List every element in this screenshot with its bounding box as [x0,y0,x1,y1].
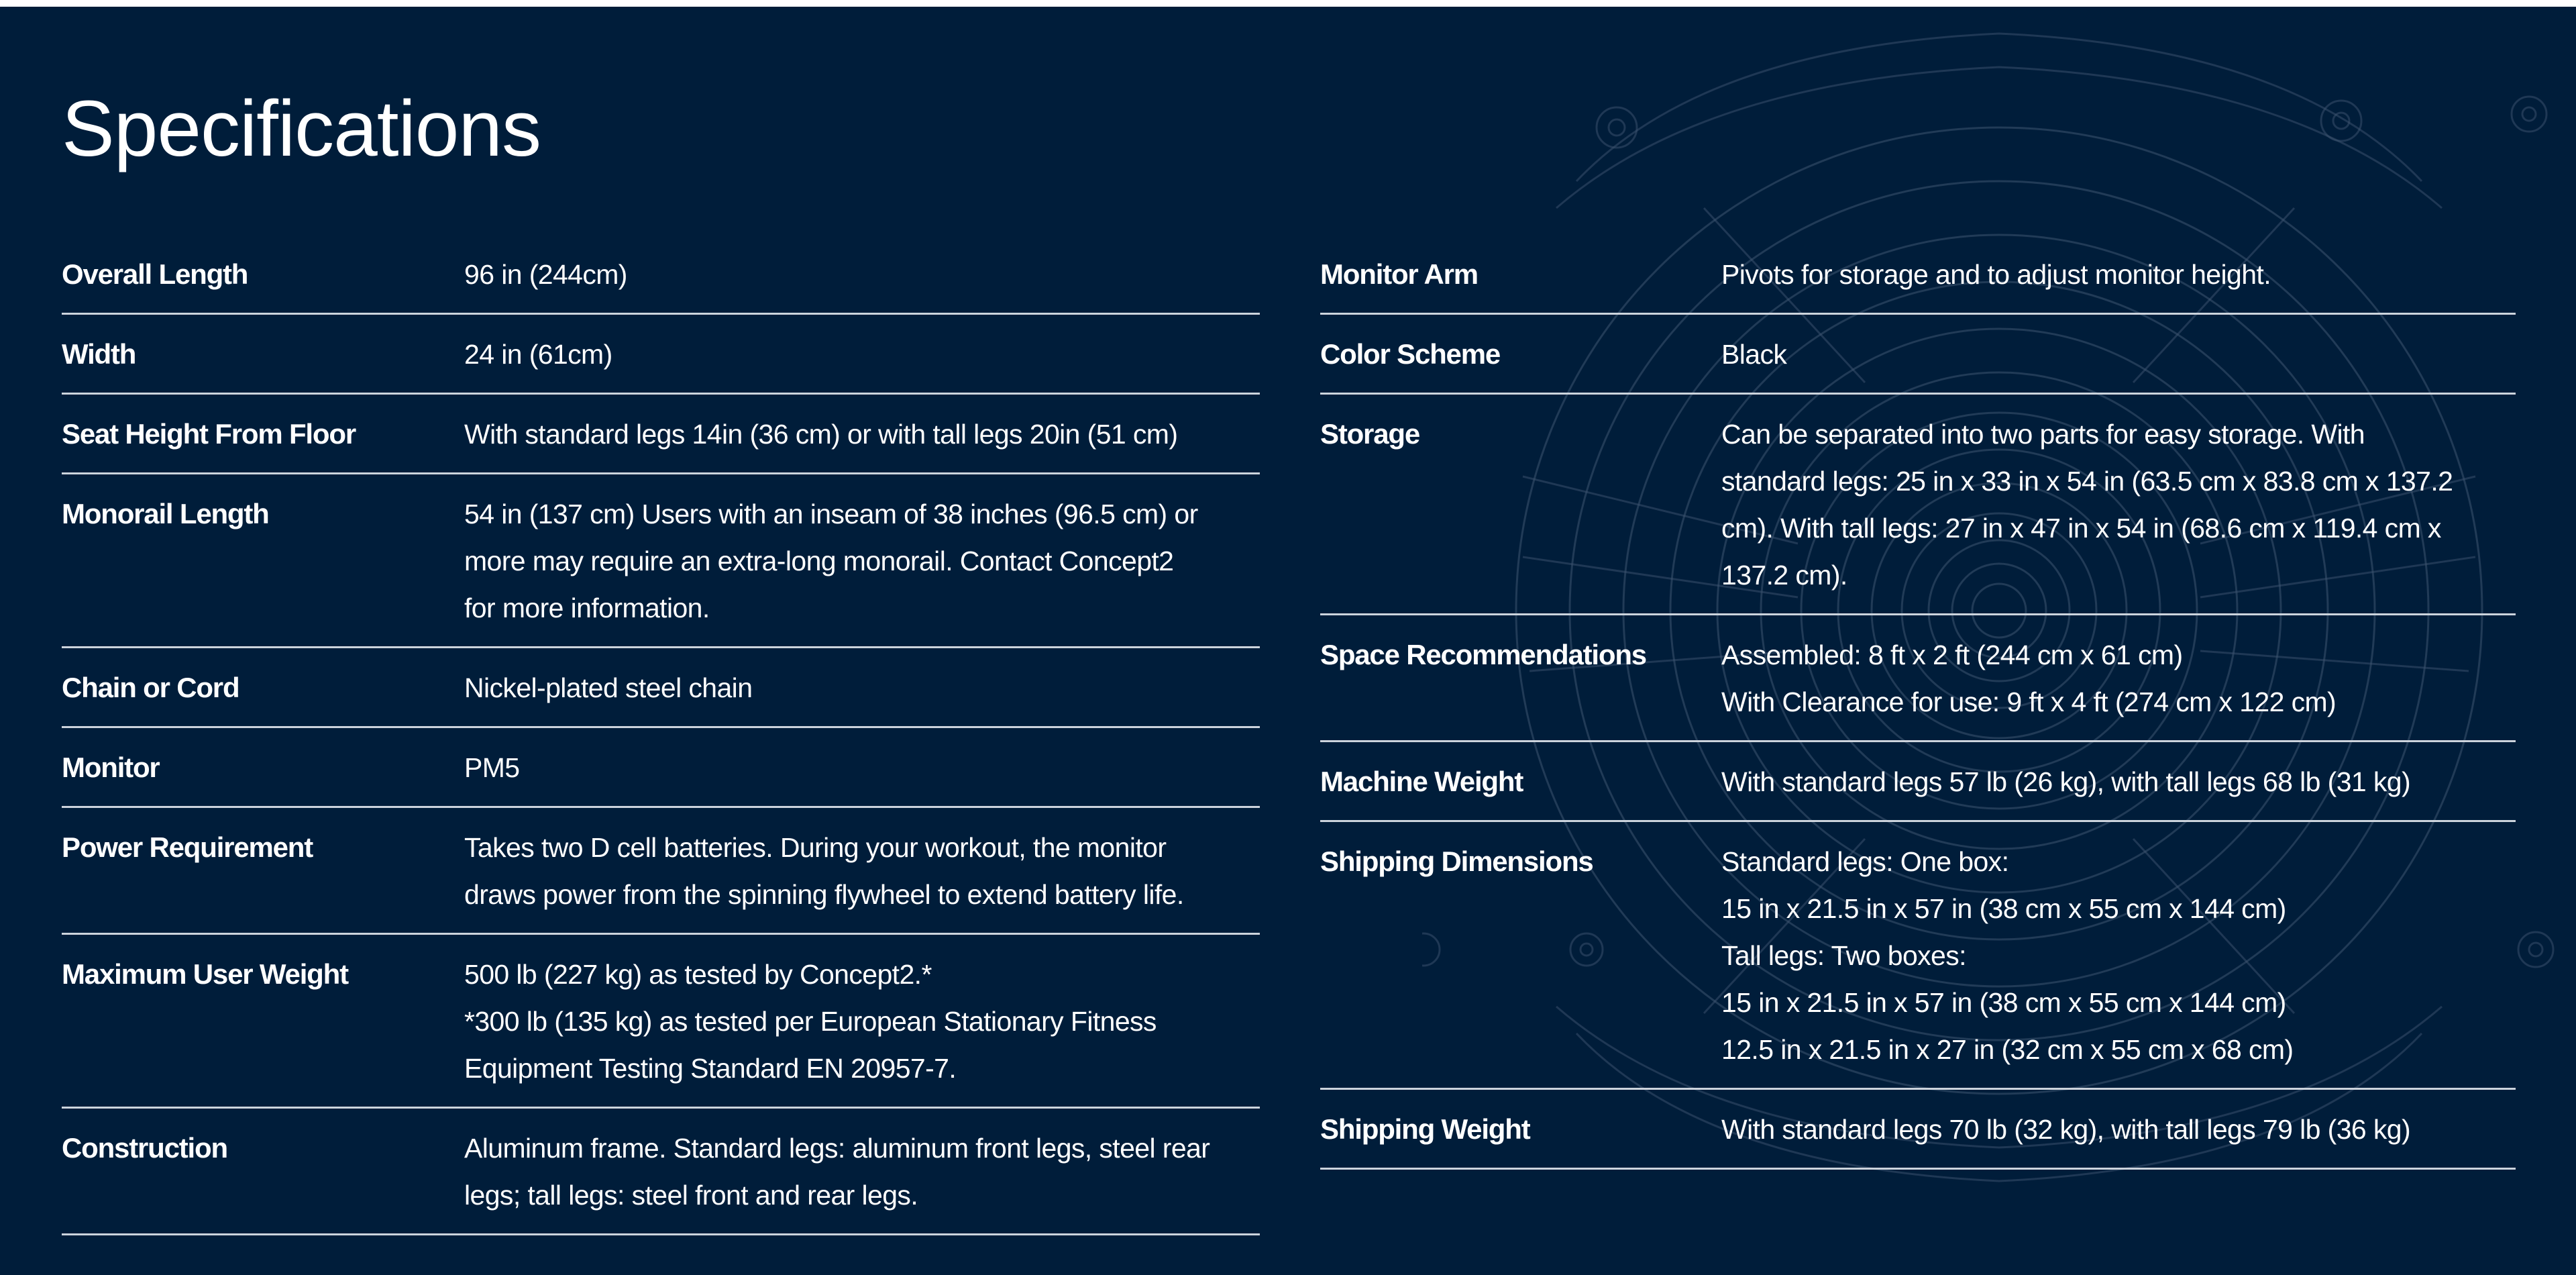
spec-value-line: 24 in (61cm) [464,339,612,370]
spec-value [1721,251,2516,298]
specifications-section [0,7,2576,1275]
spec-value [464,491,1260,631]
spec-row-construction [62,1109,1260,1235]
spec-label: Maximum User Weight [62,958,348,990]
spec-value-line: 12.5 in x 21.5 in x 27 in (32 cm x 55 cm x 68 cm) [1721,1034,2294,1065]
spec-value-line: Assembled: 8 ft x 2 ft (244 cm x 61 cm) [1721,640,2183,670]
specs-column-right [1320,235,2516,1170]
spec-value-line: Takes two D cell batteries. During your workout, the monitor [464,832,1167,863]
spec-value [464,251,1260,298]
spec-label: Seat Height From Floor [62,418,356,450]
spec-label: Shipping Weight [1320,1113,1530,1145]
spec-label: Monorail Length [62,498,269,529]
spec-value-line: Pivots for storage and to adjust monitor height. [1721,259,2271,290]
spec-label: Width [62,338,136,370]
spec-label: Power Requirement [62,831,313,863]
spec-value-line: standard legs: 25 in x 33 in x 54 in (63.5 cm x 83.8 cm x 137.2 [1721,466,2453,497]
specs-column-left [62,235,1260,1235]
spec-value-line: PM5 [464,752,520,783]
spec-value-line: 137.2 cm). [1721,560,1847,591]
spec-value-line: *300 lb (135 kg) as tested per European Stationary Fitness [464,1006,1157,1037]
spec-value-line: Aluminum frame. Standard legs: aluminum front legs, steel rear [464,1133,1210,1164]
spec-value-line: draws power from the spinning flywheel to extend battery life. [464,879,1184,910]
spec-value [464,331,1260,378]
spec-row-width [62,315,1260,395]
spec-label: Monitor [62,752,160,783]
spec-value [1721,1106,2516,1153]
spec-value-line: more may require an extra-long monorail. Contact Concept2 [464,546,1174,576]
spec-label: Machine Weight [1320,766,1523,797]
spec-value [464,824,1260,918]
spec-row-monorail-length [62,474,1260,648]
spec-value [464,664,1260,711]
spec-value [1721,631,2516,725]
spec-row-maximum-user-weight [62,935,1260,1109]
spec-value-line: cm). With tall legs: 27 in x 47 in x 54 in (68.6 cm x 119.4 cm x [1721,513,2441,544]
spec-row-machine-weight [1320,742,2516,822]
spec-value-line: With Clearance for use: 9 ft x 4 ft (274 cm x 122 cm) [1721,686,2337,717]
spec-value-line: 15 in x 21.5 in x 57 in (38 cm x 55 cm x 144 cm) [1721,893,2286,924]
spec-value [1721,331,2516,378]
spec-value [1721,411,2516,599]
spec-row-seat-height-from-floor [62,395,1260,474]
spec-row-space-recommendations [1320,615,2516,742]
spec-label: Color Scheme [1320,338,1501,370]
spec-value-line: for more information. [464,593,710,623]
spec-value-line: Black [1721,339,1787,370]
page-title: Specifications [62,85,541,173]
spec-value-line: With standard legs 14in (36 cm) or with tall legs 20in (51 cm) [464,419,1178,450]
spec-value-line: 15 in x 21.5 in x 57 in (38 cm x 55 cm x 144 cm) [1721,987,2286,1018]
spec-value-line: Nickel-plated steel chain [464,672,753,703]
spec-label: Space Recommendations [1320,639,1646,670]
spec-row-storage [1320,395,2516,615]
spec-label: Construction [62,1132,227,1164]
spec-value [1721,838,2516,1073]
spec-label: Shipping Dimensions [1320,846,1593,877]
spec-row-monitor [62,728,1260,808]
spec-value [1721,758,2516,805]
spec-value-line: 96 in (244cm) [464,259,627,290]
spec-value-line: With standard legs 57 lb (26 kg), with tall legs 68 lb (31 kg) [1721,766,2411,797]
spec-value-line: Equipment Testing Standard EN 20957-7. [464,1053,957,1084]
spec-row-overall-length [62,235,1260,315]
spec-row-monitor-arm [1320,235,2516,315]
spec-value-line: 500 lb (227 kg) as tested by Concept2.* [464,959,932,990]
spec-value [464,1125,1260,1219]
spec-row-power-requirement [62,808,1260,935]
spec-value [464,951,1260,1092]
spec-row-shipping-weight [1320,1090,2516,1170]
spec-value-line: Standard legs: One box: [1721,846,2009,877]
spec-label: Overall Length [62,258,248,290]
spec-label: Monitor Arm [1320,258,1478,290]
spec-row-chain-or-cord [62,648,1260,728]
spec-value [464,411,1260,458]
spec-label: Chain or Cord [62,672,239,703]
spec-value-line: Tall legs: Two boxes: [1721,940,1966,971]
spec-value-line: Can be separated into two parts for easy storage. With [1721,419,2365,450]
spec-value [464,744,1260,791]
spec-row-color-scheme [1320,315,2516,395]
spec-value-line: With standard legs 70 lb (32 kg), with tall legs 79 lb (36 kg) [1721,1114,2411,1145]
spec-value-line: 54 in (137 cm) Users with an inseam of 38 inches (96.5 cm) or [464,499,1198,529]
spec-label: Storage [1320,418,1419,450]
spec-row-shipping-dimensions [1320,822,2516,1090]
spec-value-line: legs; tall legs: steel front and rear legs. [464,1180,918,1211]
